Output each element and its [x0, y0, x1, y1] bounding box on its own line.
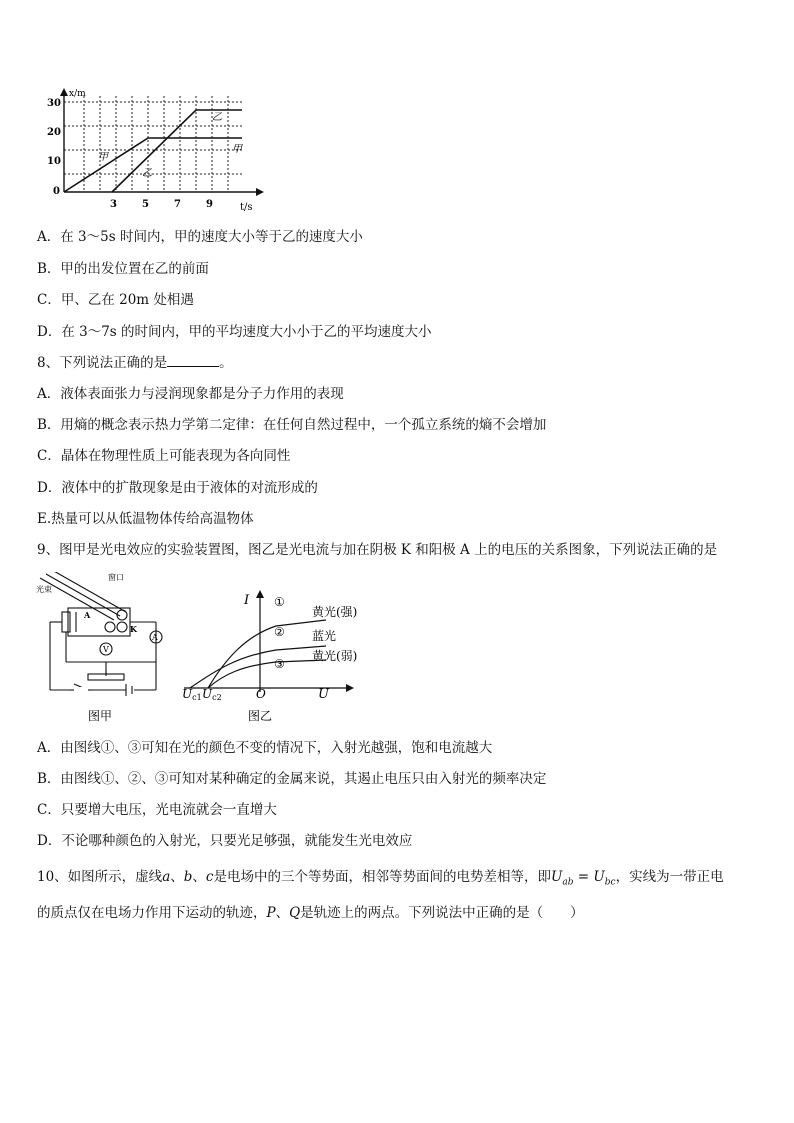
q8-option-b: B．用熵的概念表示热力学第二定律：在任何自然过程中，一个孤立系统的熵不会增加: [37, 417, 547, 433]
xt-graph: [34, 88, 266, 218]
q8-option-c: C．晶体在物理性质上可能表现为各向同性: [37, 448, 291, 464]
origin-label: O: [256, 687, 266, 701]
line-jia: [64, 138, 242, 192]
fig-jia-caption: 图甲: [88, 709, 113, 723]
label-anode: A: [84, 610, 91, 620]
q7-option-a: A．在 3～5s 时间内，甲的速度大小等于乙的速度大小: [37, 229, 363, 245]
q10-text-2: 是电场中的三个等势面，相邻等势面间的电势差相等，即: [213, 869, 551, 885]
curve-3-number: ③: [274, 657, 285, 671]
axis-I-label: I: [244, 593, 250, 608]
curve-1-number: ①: [274, 595, 285, 609]
q9-option-d: D．不论哪种颜色的入射光，只要光足够强，就能发生光电效应: [37, 833, 413, 849]
label-jia-left: 甲: [98, 152, 108, 163]
label-jia-right: 甲: [232, 144, 242, 155]
line-yi: [112, 110, 242, 192]
q8-stem: [37, 354, 233, 372]
answer-blank: [167, 354, 219, 367]
q10-text-5: 是轨迹上的两点。下列说法中正确的是（ ）: [300, 905, 584, 921]
q10-stem-line2: [37, 904, 584, 922]
q10-text-3: ，实线为一带正电: [615, 869, 724, 885]
x-tick-3: 3: [110, 199, 117, 210]
point-P: P: [266, 905, 276, 921]
sep: 、: [275, 905, 290, 921]
x-tick-9: 9: [206, 199, 213, 210]
curve-blue: [190, 646, 326, 688]
y-tick-20: 20: [47, 127, 61, 138]
q7-option-b: B．甲的出发位置在乙的前面: [37, 261, 209, 277]
q10-text-4: 的质点仅在电场力作用下运动的轨迹，: [37, 905, 267, 921]
fig-yi-caption: 图乙: [248, 709, 273, 723]
q8-option-e: E.热量可以从低温物体传给高温物体: [37, 511, 254, 527]
label-cathode: K: [130, 624, 137, 634]
uc1-label: Uc1: [182, 687, 202, 702]
y-tick-30: 30: [47, 98, 61, 109]
y-axis-label: x/m: [69, 89, 86, 99]
label-yi-top: 乙: [212, 112, 222, 123]
q10-text-1: 10、如图所示，虚线: [37, 869, 163, 885]
fig-yi-iu-graph: [176, 588, 376, 726]
potential-c: c: [205, 869, 214, 885]
q9-option-a: A．由图线①、③可知在光的颜色不变的情况下，入射光越强，饱和电流越大: [37, 740, 493, 756]
curve-2-number: ②: [274, 625, 285, 639]
u-ab: $U_{ab}$: [550, 869, 574, 888]
potential-b: b: [183, 869, 193, 885]
label-yi-mid: 乙: [142, 168, 152, 179]
label-chuangkou: 窗口: [108, 573, 124, 582]
u-bc: $U_{bc}$: [593, 869, 616, 888]
x-tick-5: 5: [142, 199, 149, 210]
q9-option-c: C．只要增大电压，光电流就会一直增大: [37, 802, 277, 818]
voltmeter-symbol: V: [103, 645, 109, 654]
q8-stem-text: 8、下列说法正确的是: [37, 355, 168, 371]
point-Q: Q: [289, 905, 301, 921]
y-tick-10: 10: [47, 156, 61, 167]
x-axis-label: t/s: [240, 202, 253, 213]
q8-option-a: A．液体表面张力与浸润现象都是分子力作用的表现: [37, 386, 344, 402]
curve-yellow-weak: [208, 660, 326, 688]
sep: 、: [192, 869, 206, 885]
sep: 、: [170, 869, 184, 885]
q10-stem-line1: [37, 868, 724, 892]
curve-2-label: 蓝光: [312, 629, 337, 643]
q7-option-c: C．甲、乙在 20m 处相遇: [37, 292, 194, 308]
x-tick-7: 7: [174, 199, 181, 210]
ammeter-symbol: A: [152, 633, 158, 642]
uc2-label: Uc2: [202, 687, 222, 702]
curve-1-label: 黄光(强): [312, 605, 358, 619]
equals-sign: =: [573, 869, 594, 885]
y-tick-0: 0: [53, 186, 60, 197]
curve-3-label: 黄光(弱): [312, 649, 358, 663]
label-guangshu: 光束: [36, 585, 52, 594]
q9-option-b: B．由图线①、②、③可知对某种确定的金属来说，其遏止电压只由入射光的频率决定: [37, 771, 547, 787]
q7-option-d: D．在 3～7s 的时间内，甲的平均速度大小小于乙的平均速度大小: [37, 324, 432, 340]
axis-U-label: U: [318, 687, 329, 702]
q8-stem-end: 。: [219, 355, 233, 371]
potential-a: a: [162, 869, 171, 885]
q8-option-d: D．液体中的扩散现象是由于液体的对流形成的: [37, 480, 318, 496]
fig-jia-apparatus: [36, 572, 166, 724]
curve-yellow-strong: [208, 620, 326, 688]
q9-stem: 9、图甲是光电效应的实验装置图，图乙是光电流与加在阴极 K 和阳极 A 上的电压的关系图象，下列说法正确的是: [37, 542, 718, 558]
